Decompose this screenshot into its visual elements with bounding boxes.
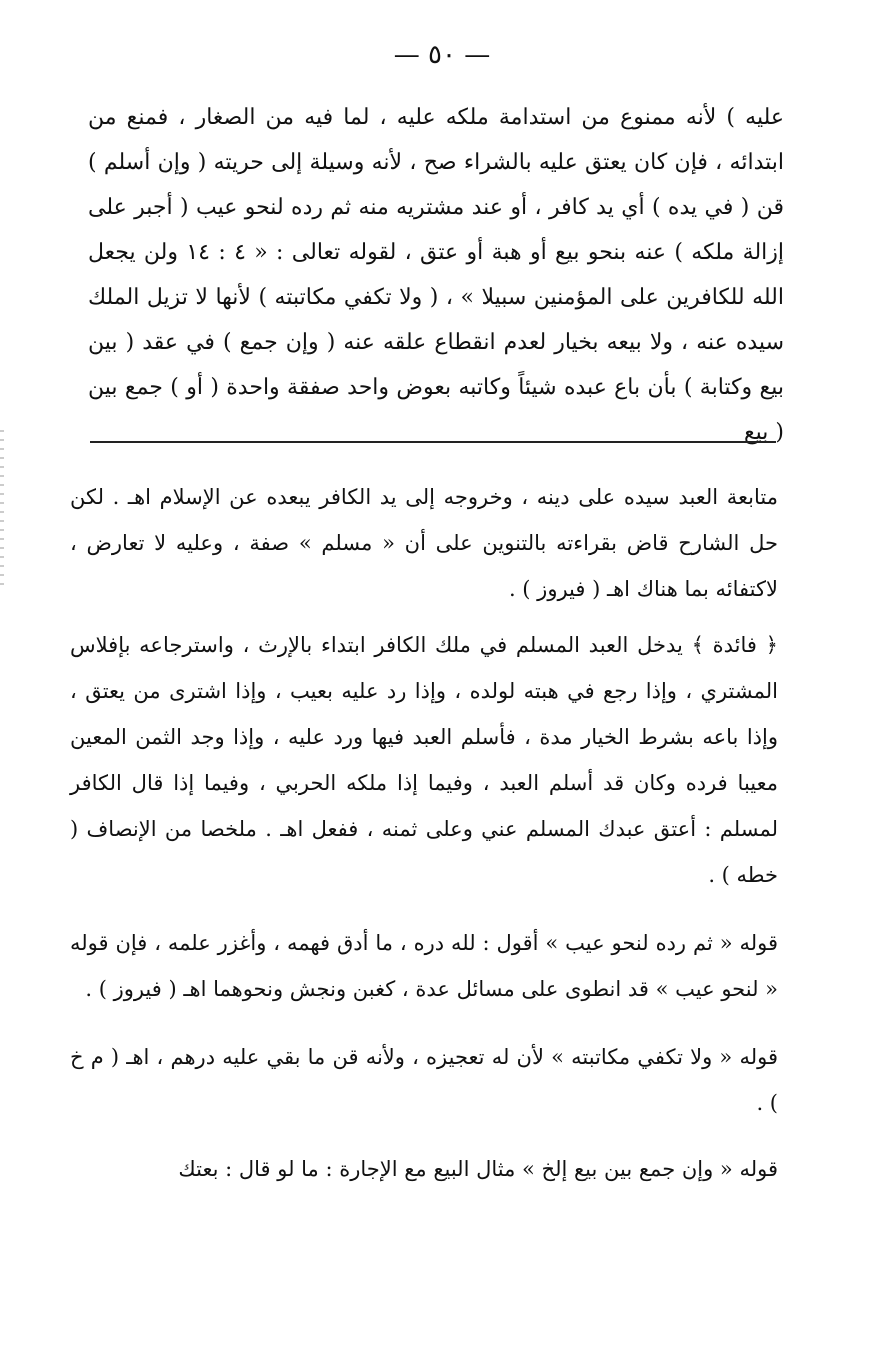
footnote-qawl-aib: قوله « ثم رده لنحو عيب » أقول : لله دره ، ما أدق فهمه ، وأغزر علمه ، فإن قوله « لنحو عيب » قد انطوى على مسائل عدة ، كغبن ونجش ونحوهما اهـ ( فيروز ) . bbox=[70, 931, 778, 1001]
footnotes bbox=[70, 474, 778, 1192]
footnote-qawl-jam: قوله « وإن جمع بين بيع إلخ » مثال البيع مع الإجارة : ما لو قال : بعتك bbox=[178, 1157, 778, 1181]
footnote-divider bbox=[90, 441, 776, 443]
page-number: — ٥٠ — bbox=[393, 40, 491, 70]
main-text: عليه ) لأنه ممنوع من استدامة ملكه عليه ، لما فيه من الصغار ، فمنع من ابتدائه ، فإن كان يعتق عليه بالشراء صح ، لأنه وسيلة إلى حريته ( وإن أسلم ) قن ( في يده ) أي يد كافر ، أو عند مشتريه منه ثم رده لنحو عيب ( أجبر على إزالة ملكه ) عنه بنحو بيع أو هبة أو عتق ، لقوله تعالى : « ٤ : ١٤ ولن يجعل الله للكافرين على المؤمنين سبيلا » ، ( ولا تكفي مكاتبته ) لأنها لا تزيل الملك سيده عنه ، ولا بيعه بخيار لعدم انقطاع علقه عنه ( وإن جمع ) في عقد ( بين بيع وكتابة ) بأن باع عبده شيئاً وكاتبه بعوض واحد صفقة واحدة ( أو ) جمع بين ( بيع bbox=[88, 105, 784, 445]
footnote-faida: ﴿ فائدة ﴾ يدخل العبد المسلم في ملك الكافر ابتداء بالإرث ، واسترجاعه بإفلاس المشتري ، وإذا رجع في هبته لولده ، وإذا رد عليه بعيب ، وإذا اشترى من يعتق ، وإذا باعه بشرط الخيار مدة ، فأسلم العبد فيها ورد عليه ، وإذا وجد الثمن المعين معيبا فرده وكان قد أسلم العبد ، وفيما إذا ملكه الحربي ، وفيما إذا قال الكافر لمسلم : أعتق عبدك المسلم عني وعلى ثمنه ، ففعل اهـ . ملخصا من الإنصاف ( خطه ) . bbox=[70, 633, 778, 887]
footnote-qawl-mukataba: قوله « ولا تكفي مكاتبته » لأن له تعجيزه ، ولأنه قن ما بقي عليه درهم ، اهـ ( م خ ) . bbox=[70, 1045, 778, 1115]
footnote-continuation: متابعة العبد سيده على دينه ، وخروجه إلى يد الكافر يبعده عن الإسلام اهـ . لكن حل الشارح قاض بقراءته بالتنوين على أن « مسلم » صفة ، وعليه لا تعارض ، لاكتفائه بما هناك اهـ ( فيروز ) . bbox=[70, 485, 778, 601]
scan-edge-mark bbox=[0, 430, 4, 590]
